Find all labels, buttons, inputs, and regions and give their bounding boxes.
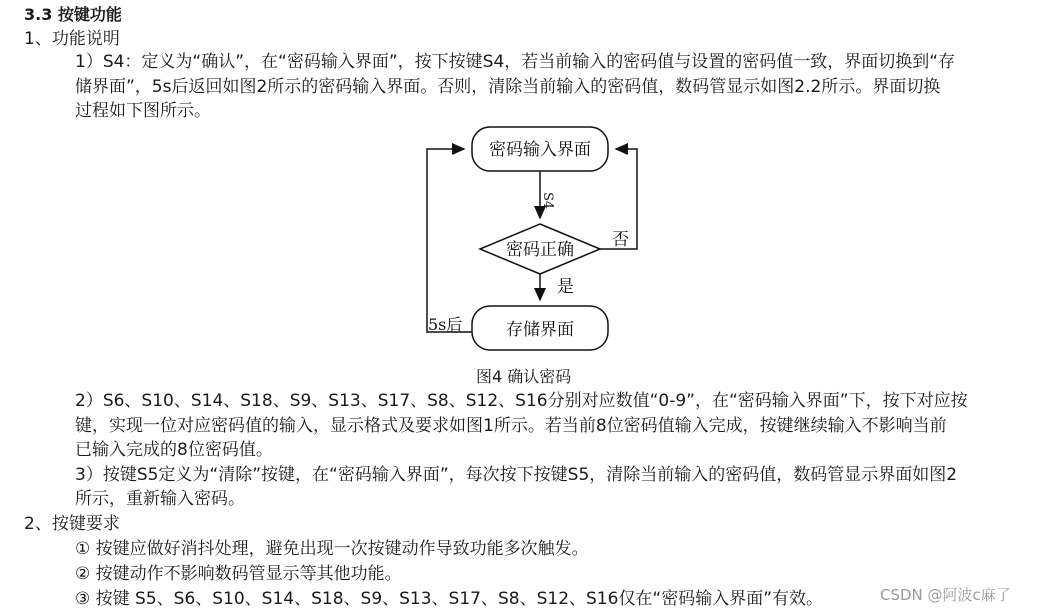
node-password-input-label: 密码输入界面	[489, 140, 591, 160]
section1-title: 1、功能说明	[24, 29, 120, 49]
watermark: CSDN @阿波c麻了	[880, 586, 1011, 604]
paragraph-line: 所示，重新输入密码。	[75, 489, 245, 509]
section-heading: 3.3 按键功能	[24, 5, 122, 24]
list-item: ② 按键动作不影响数码管显示等其他功能。	[75, 564, 402, 584]
paragraph-line: 1）S4：定义为“确认”，在“密码输入界面”，按下按键S4，若当前输入的密码值与设置的密码值一致，界面切换到“存	[75, 52, 956, 72]
section2-title: 2、按键要求	[24, 514, 120, 534]
paragraph-line: 过程如下图所示。	[75, 101, 211, 121]
edge-yes-label: 是	[557, 277, 574, 297]
node-decision-label: 密码正确	[506, 240, 574, 260]
figure-caption: 图4 确认密码	[476, 367, 572, 386]
paragraph-line: 2）S6、S10、S14、S18、S9、S13、S17、S8、S12、S16分别对应数值“0-9”，在“密码输入界面”下，按下对应按	[75, 391, 968, 411]
edge-s4-label: S4	[540, 192, 555, 210]
paragraph-line: 3）按键S5定义为“清除”按键，在“密码输入界面”，每次按下按键S5，清除当前输入的密码值，数码管显示界面如图2	[75, 465, 958, 485]
edge-back	[427, 149, 472, 332]
list-item: ③ 按键 S5、S6、S10、S14、S18、S9、S13、S17、S8、S12、S16仅在“密码输入界面”有效。	[75, 589, 824, 609]
edge-no-label: 否	[612, 230, 629, 250]
paragraph-line: 储界面”，5s后返回如图2所示的密码输入界面。否则，清除当前输入的密码值，数码管显示如图2.2所示。界面切换	[75, 77, 941, 97]
flowchart	[420, 122, 650, 362]
paragraph-line: 已输入完成的8位密码值。	[75, 440, 273, 460]
node-storage-label: 存储界面	[506, 320, 574, 340]
paragraph-line: 键，实现一位对应密码值的输入，显示格式及要求如图1所示。若当前8位密码值输入完成，按键继续输入不影响当前	[75, 416, 947, 436]
edge-back-label: 5s后	[428, 315, 463, 334]
list-item: ① 按键应做好消抖处理，避免出现一次按键动作导致功能多次触发。	[75, 539, 589, 559]
